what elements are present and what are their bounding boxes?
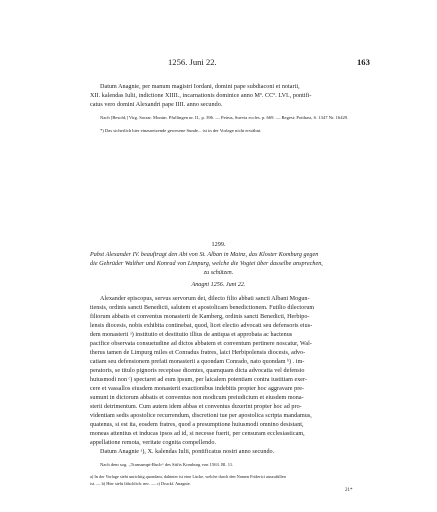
place-date: Anagni 1256. Juni 22. xyxy=(191,282,246,288)
body-line: tiensis, ordinis sancti Benedicti, salutem et apostolicam benedictionem. Futilio dilectorum xyxy=(90,305,315,311)
text-line: catus vero domini Alexandri pape IIII. anno secundo. xyxy=(90,102,223,108)
body-line: dem monasterii ᵃ) institutio et destitutio illius de antiqua et approbata ac hactenus xyxy=(90,332,293,338)
body-line: catiam seu defensionem prefati monasterii a quondam Conrado, nato quondam ᵇ) . im- xyxy=(90,359,305,365)
document-number: 1299. xyxy=(211,241,226,248)
body-line: peratoris, se titulo pignoris recepisse dicentes, quamquam dicta advocatia vel defensio xyxy=(90,368,305,374)
source-note: Nach dem sog. „Transumpt-Buch“ des Stifts Komburg von 1563. Bl. 11. xyxy=(100,462,234,467)
body-line: therus tamen de Limpurg miles et Conradus fratres, laici Herbipolensis diocesis, advo- xyxy=(90,350,306,356)
summary-line: zu schützen. xyxy=(203,270,234,276)
summary-line: die Gebrüder Walther und Konrad von Limpurg, welche die Vogtei über dasselbe ansprechen, xyxy=(90,261,323,267)
text-line: XII. kalendas Iulii, indictione XIIII., incarnationis dominice anno Mº. CCº. LVI., pontifi- xyxy=(90,93,312,99)
running-header-date: 1256. Juni 22. xyxy=(168,57,217,67)
body-line: cere et vassallos eiusdem monasterii exactionibus indebitis propter hoc aggravare pre- xyxy=(90,386,305,392)
page-number: 163 xyxy=(357,57,370,67)
text-line: Datum Anagnie, per manum magistri Iordani, domini pape subdiaconi et notarii, xyxy=(100,84,300,90)
body-line: moneas attentius et inducas ipsos ad id, si necesse fuerit, per censuram ecclesiasticam, xyxy=(90,431,305,437)
body-line: appellatione remota, veritate cognita compellendo. xyxy=(90,440,217,446)
body-line: Alexander episcopus, servus servorum dei, dilecto filio abbati sancti Albani Mogun- xyxy=(100,296,310,302)
summary-line: Pabst Alexander IV. beauftragt den Abt von St. Alban in Mainz, das Kloster Komburg gegen xyxy=(90,252,319,258)
signature-mark: 21* xyxy=(345,488,353,493)
footnote: a) In der Vorlage steht unrichtig quondam, dahinter ist eine Lücke, welche durch den Namen Friderici auszufüllen xyxy=(90,474,286,479)
body-line: filiorum abbatis et conventus monasterii de Kamberg, ordinis sancti Benedicti, Herbipo- xyxy=(90,314,310,320)
body-line: videntiam sedis apostolice recurrendum, discretioni tue per apostolica scripta mandamus, xyxy=(90,413,312,419)
body-line: lensis diocesis, nobis exhibita continebat, quod, licet electio advocati seu defensoris eius- xyxy=(90,323,313,329)
body-line: quatenus, si est ita, eosdem fratres, quod a presumptione huiusmodi omnino desistant, xyxy=(90,422,304,428)
body-line: sumunt in dictorum abbatis et conventus non modicum preiudicium et eiusdem mona- xyxy=(90,395,304,401)
body-line: huiusmodi non ᶜ) spectaret ad eum ipsum, per laicalem potentiam contra iustitiam exer- xyxy=(90,377,308,383)
source-note: Nach [Besold,] Virg. Sacrar. Monim. Pfullingen nr. II., p. 396. — Petrus, Suevia eccles. p. 669. — Regest: Potthast, S. 1347 Nr. 16429. xyxy=(100,115,349,120)
closing-line: Datum Anagnie ᵃ), X. kalendas Iulii, pontificatus nostri anno secundo. xyxy=(100,449,275,455)
body-line: sterii detrimentum. Cum autem idem abbas et conventus duxerint propter hoc ad pro- xyxy=(90,404,302,410)
footnote: *) Das sicherlich hier einzusetzende gewesene Sunde... ist in der Vorlage nicht erwähnt. xyxy=(100,128,262,133)
footnote: ist. — b) Hier steht fälschlich: nec. — c) Druckf. Anagnie. xyxy=(90,481,191,486)
body-line: pacifice observata consuetudine ad dictos abbatem et conventum pertinere noscatur, Wal- xyxy=(90,341,312,347)
